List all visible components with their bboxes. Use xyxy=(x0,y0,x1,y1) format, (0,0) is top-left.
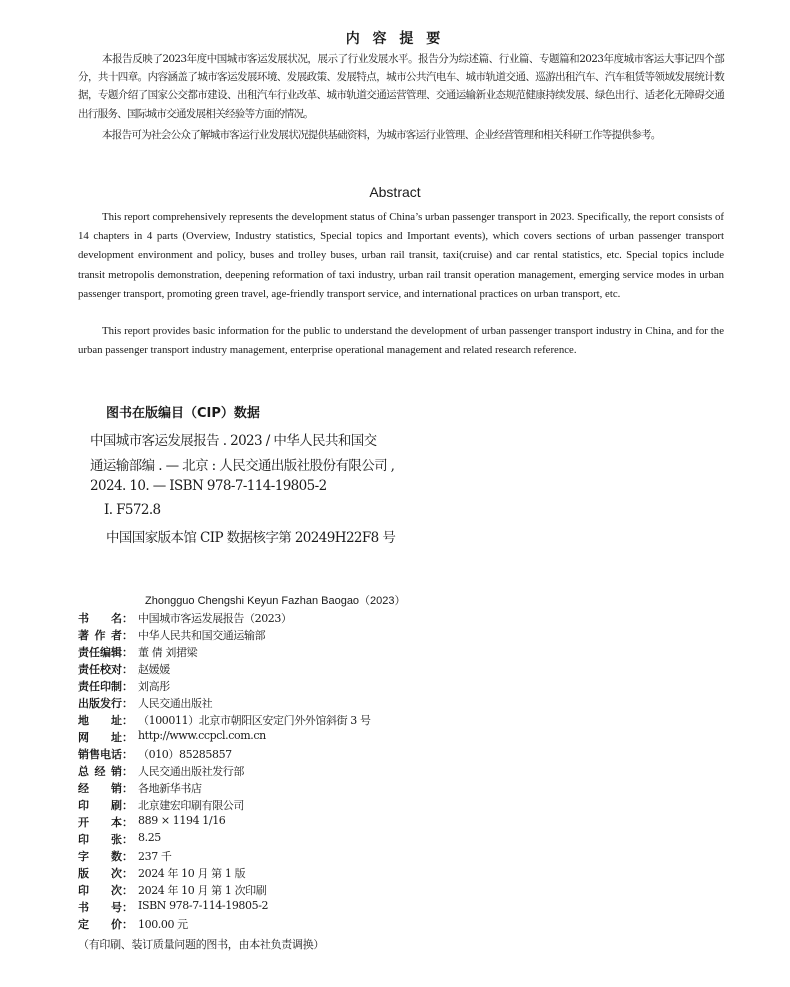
colophon-label: 印 刷： xyxy=(78,799,133,812)
colophon-value: 889 × 1194 1/16 xyxy=(138,814,226,827)
colophon-value: 237 千 xyxy=(138,850,172,863)
abstract-paragraph-1: This report comprehensively represents the development status of China’s urban passenger transport in 2023. Specifically, the report consists of 14 chapters in 4 parts (Overview, Industry statistics, Special topics and Important events), which covers sections of urban passenger transport development environment and policy, buses and trolley buses, urban rail transit, taxi(cruise) and car rental statistics, etc. Special topics include transit metropolis demonstration, deepening reformation of taxi industry, urban rail transit operation management, emerging service modes in urban passenger transport, promoting green travel, age-friendly transport service, and international practices on urban transport, etc. xyxy=(78,211,724,300)
cip-heading: 图书在版编目（CIP）数据 xyxy=(106,406,260,421)
colophon-label: 定 价： xyxy=(78,918,133,931)
colophon-value: 中华人民共和国交通运输部 xyxy=(138,629,266,642)
summary-title: 内 容 提 要 xyxy=(345,31,445,47)
colophon-value: ISBN 978-7-114-19805-2 xyxy=(138,899,269,912)
quality-note: （有印刷、装订质量问题的图书，由本社负责调换） xyxy=(78,938,325,951)
colophon-value: 2024 年 10 月 第 1 版 xyxy=(138,867,246,880)
cip-line-4: Ⅰ. F572.8 xyxy=(104,502,161,518)
colophon-label: 出版发行： xyxy=(78,697,133,710)
colophon-value: （010）85285857 xyxy=(138,748,232,761)
pinyin-title: Zhongguo Chengshi Keyun Fazhan Baogao（2023） xyxy=(145,595,406,607)
colophon-value: 董 倩 刘捃梁 xyxy=(138,646,198,659)
colophon-value: 赵媛媛 xyxy=(138,663,170,676)
colophon-label: 印 张： xyxy=(78,833,133,846)
colophon-value: 刘高彤 xyxy=(138,680,170,693)
colophon-label: 责任编辑： xyxy=(78,646,133,659)
cip-line-1: 中国城市客运发展报告 . 2023 / 中华人民共和国交 xyxy=(90,433,377,449)
colophon-label: 总 经 销： xyxy=(78,765,133,778)
colophon-value: 各地新华书店 xyxy=(138,782,202,795)
colophon-label: 书 号： xyxy=(78,901,133,914)
colophon-value: 2024 年 10 月 第 1 次印刷 xyxy=(138,884,267,897)
colophon-value: 人民交通出版社发行部 xyxy=(138,765,244,778)
colophon-label: 销售电话： xyxy=(78,748,133,761)
colophon-value: 中国城市客运发展报告（2023） xyxy=(138,612,292,625)
colophon-label: 网 址： xyxy=(78,731,133,744)
colophon-label: 字 数： xyxy=(78,850,133,863)
colophon-label: 经 销： xyxy=(78,782,133,795)
colophon-value: 100.00 元 xyxy=(138,918,188,931)
colophon-label: 印 次： xyxy=(78,884,133,897)
cip-line-3: 2024. 10. — ISBN 978-7-114-19805-2 xyxy=(90,478,327,494)
cip-line-5: 中国国家版本馆 CIP 数据核字第 20249H22F8 号 xyxy=(106,530,396,546)
colophon-label: 开 本： xyxy=(78,816,133,829)
abstract-paragraph-2: This report provides basic information for the public to understand the development of urban passenger transport industry in China, and for the urban passenger transport industry management, enterprise operational management and related research reference. xyxy=(78,325,724,357)
colophon-label: 版 次： xyxy=(78,867,133,880)
colophon-value: 北京建宏印刷有限公司 xyxy=(138,799,244,812)
colophon-value: （100011）北京市朝阳区安定门外外馆斜街 3 号 xyxy=(138,714,371,727)
abstract-title: Abstract xyxy=(369,184,421,200)
colophon-label: 责任校对： xyxy=(78,663,133,676)
colophon-value: http://www.ccpcl.com.cn xyxy=(138,729,266,742)
colophon-value: 8.25 xyxy=(138,831,161,844)
summary-paragraph-1: 本报告反映了2023年度中国城市客运发展状况，展示了行业发展水平。报告分为综述篇、行业篇、专题篇和2023年度城市客运大事记四个部分，共十四章。内容涵盖了城市客运发展环境、发展政策、发展特点，城市公共汽电车、城市轨道交通、巡游出租汽车、汽车租赁等领域发展统计数据，专题介绍了国家公交都市建设、出租汽车行业改革、城市轨道交通运营管理、交通运输新业态规范健康持续发展、绿色出行、适老化无障碍交通出行服务、国际城市交通发展相关经验等方面的情况。 xyxy=(78,53,724,120)
colophon-value: 人民交通出版社 xyxy=(138,697,213,710)
colophon-label: 著 作 者： xyxy=(78,629,133,642)
summary-paragraph-2: 本报告可为社会公众了解城市客运行业发展状况提供基础资料，为城市客运行业管理、企业经营管理和相关科研工作等提供参考。 xyxy=(102,129,661,141)
cip-line-2: 通运输部编 . — 北京 : 人民交通出版社股份有限公司 , xyxy=(90,458,395,474)
colophon-label: 书 名： xyxy=(78,612,133,625)
colophon-label: 地 址： xyxy=(78,714,133,727)
colophon-label: 责任印制： xyxy=(78,680,133,693)
